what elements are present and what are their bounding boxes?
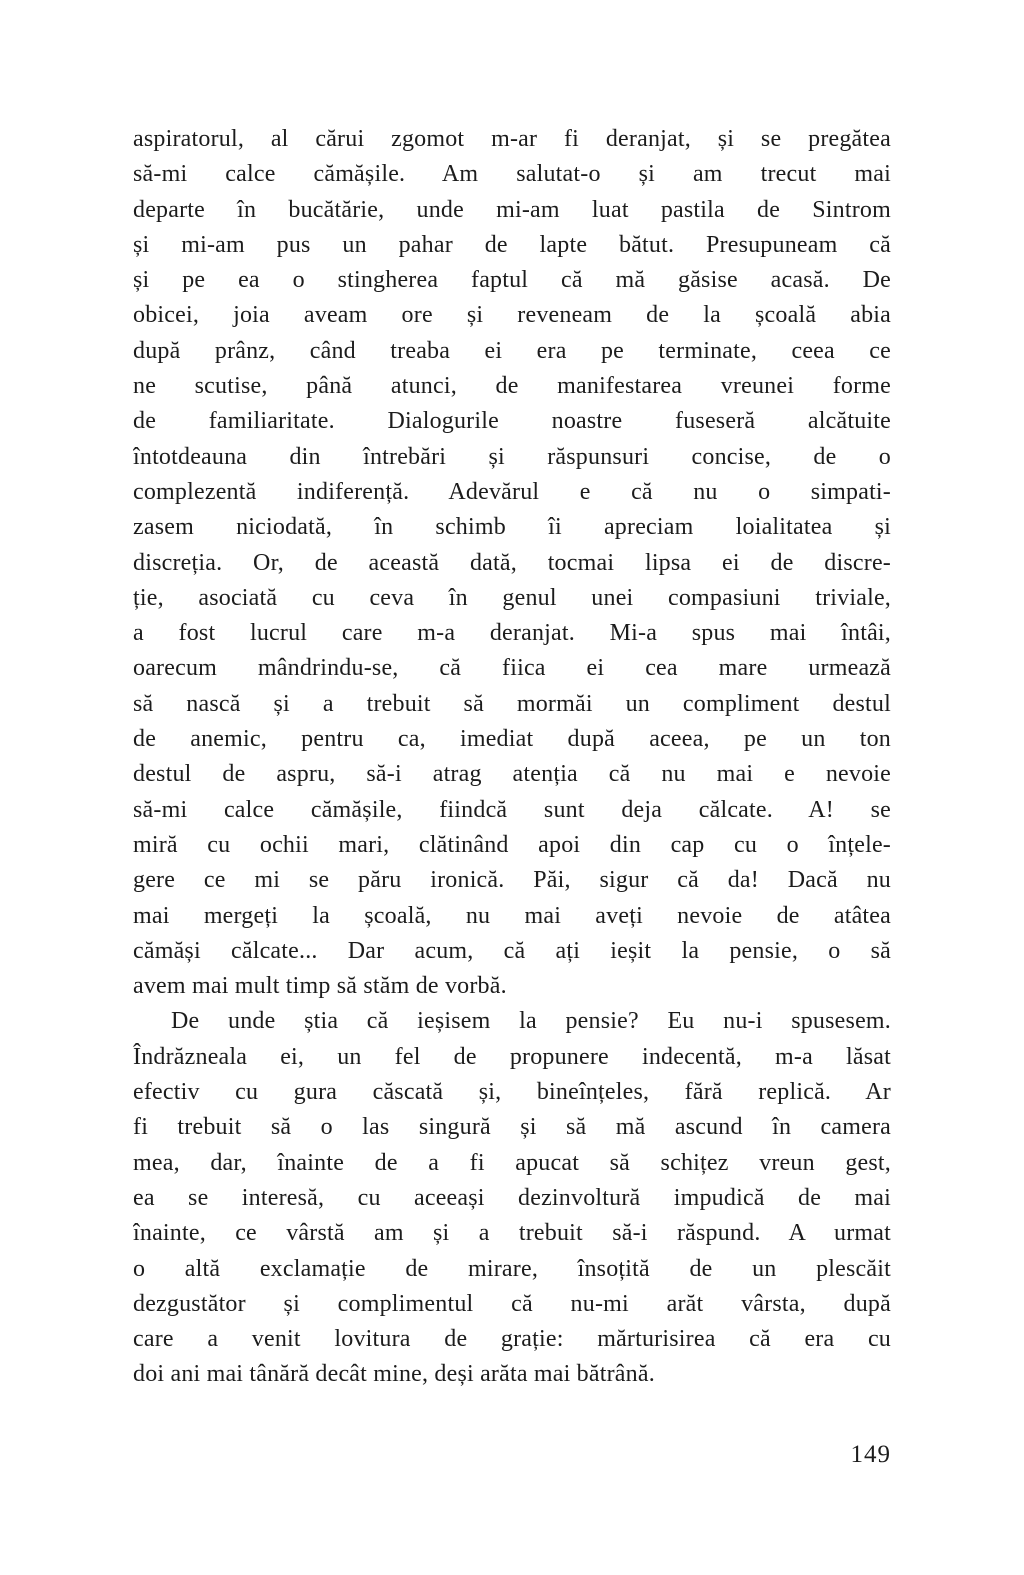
text-line: să-mi calce cămășile, fiindcă sunt deja călcate. A! se bbox=[133, 796, 891, 823]
text-line: doi ani mai tânără decât mine, deși arăta mai bătrână. bbox=[133, 1361, 655, 1388]
text-line: și mi-am pus un pahar de lapte bătut. Presupuneam că bbox=[133, 231, 891, 258]
text-line: o altă exclamație de mirare, însoțită de un plescăit bbox=[133, 1255, 891, 1282]
text-line: mai mergeți la școală, nu mai aveți nevoie de atâtea bbox=[133, 902, 891, 929]
page-number: 149 bbox=[850, 1441, 891, 1468]
text-line: care a venit lovitura de grație: mărturisirea că era cu bbox=[133, 1326, 891, 1353]
text-line: să nască și a trebuit să mormăi un compliment destul bbox=[133, 690, 891, 717]
text-line: zasem niciodată, în schimb îi apreciam loialitatea și bbox=[133, 514, 891, 541]
text-line: ne scutise, până atunci, de manifestarea vreunei forme bbox=[133, 373, 891, 400]
text-line: fi trebuit să o las singură și să mă ascund în camera bbox=[133, 1114, 891, 1141]
text-line: mea, dar, înainte de a fi apucat să schițez vreun gest, bbox=[133, 1149, 891, 1176]
text-line: discreția. Or, de această dată, tocmai lipsa ei de discre- bbox=[133, 549, 891, 576]
text-line: avem mai mult timp să stăm de vorbă. bbox=[133, 973, 507, 1000]
text-line: înainte, ce vârstă am și a trebuit să-i răspund. A urmat bbox=[133, 1220, 891, 1247]
text-line: gere ce mi se păru ironică. Păi, sigur că da! Dacă nu bbox=[133, 867, 891, 894]
text-line: aspiratorul, al cărui zgomot m-ar fi deranjat, și se pregătea bbox=[133, 126, 891, 152]
text-line: complezentă indiferență. Adevărul e că nu o simpati- bbox=[133, 478, 891, 505]
text-line: dezgustător și complimentul că nu-mi arăt vârsta, după bbox=[133, 1290, 891, 1317]
text-line: a fost lucrul care m-a deranjat. Mi-a spus mai întâi, bbox=[133, 620, 891, 647]
paragraph-1 bbox=[133, 122, 891, 1004]
paragraph-2 bbox=[133, 1004, 891, 1392]
text-column bbox=[133, 122, 891, 1393]
text-line: după prânz, când treaba ei era pe terminate, ceea ce bbox=[133, 337, 891, 364]
text-line: de anemic, pentru ca, imediat după aceea, pe un ton bbox=[133, 726, 891, 753]
text-line: Îndrăzneala ei, un fel de propunere indecentă, m-a lăsat bbox=[133, 1043, 891, 1070]
text-line: ție, asociată cu ceva în genul unei compasiuni triviale, bbox=[133, 584, 891, 611]
text-line: destul de aspru, să-i atrag atenția că nu mai e nevoie bbox=[133, 761, 891, 788]
text-line: departe în bucătărie, unde mi-am luat pastila de Sintrom bbox=[133, 196, 891, 223]
text-line: De unde știa că ieșisem la pensie? Eu nu-i spusesem. bbox=[171, 1008, 891, 1035]
text-line: să-mi calce cămășile. Am salutat-o și am trecut mai bbox=[133, 161, 891, 188]
text-line: obicei, joia aveam ore și reveneam de la școală abia bbox=[133, 302, 891, 329]
text-line: și pe ea o stingherea faptul că mă găsise acasă. De bbox=[133, 267, 891, 294]
text-line: întotdeauna din întrebări și răspunsuri concise, de o bbox=[133, 443, 891, 470]
text-line: cămăși călcate... Dar acum, că ați ieșit la pensie, o să bbox=[133, 937, 891, 964]
text-line: efectiv cu gura căscată și, bineînțeles, fără replică. Ar bbox=[133, 1079, 891, 1106]
text-line: ea se interesă, cu aceeași dezinvoltură impudică de mai bbox=[133, 1184, 891, 1211]
text-line: miră cu ochii mari, clătinând apoi din cap cu o înțele- bbox=[133, 831, 891, 858]
text-line: oarecum mândrindu-se, că fiica ei cea mare urmează bbox=[133, 655, 891, 682]
text-line: de familiaritate. Dialogurile noastre fuseseră alcătuite bbox=[133, 408, 891, 435]
